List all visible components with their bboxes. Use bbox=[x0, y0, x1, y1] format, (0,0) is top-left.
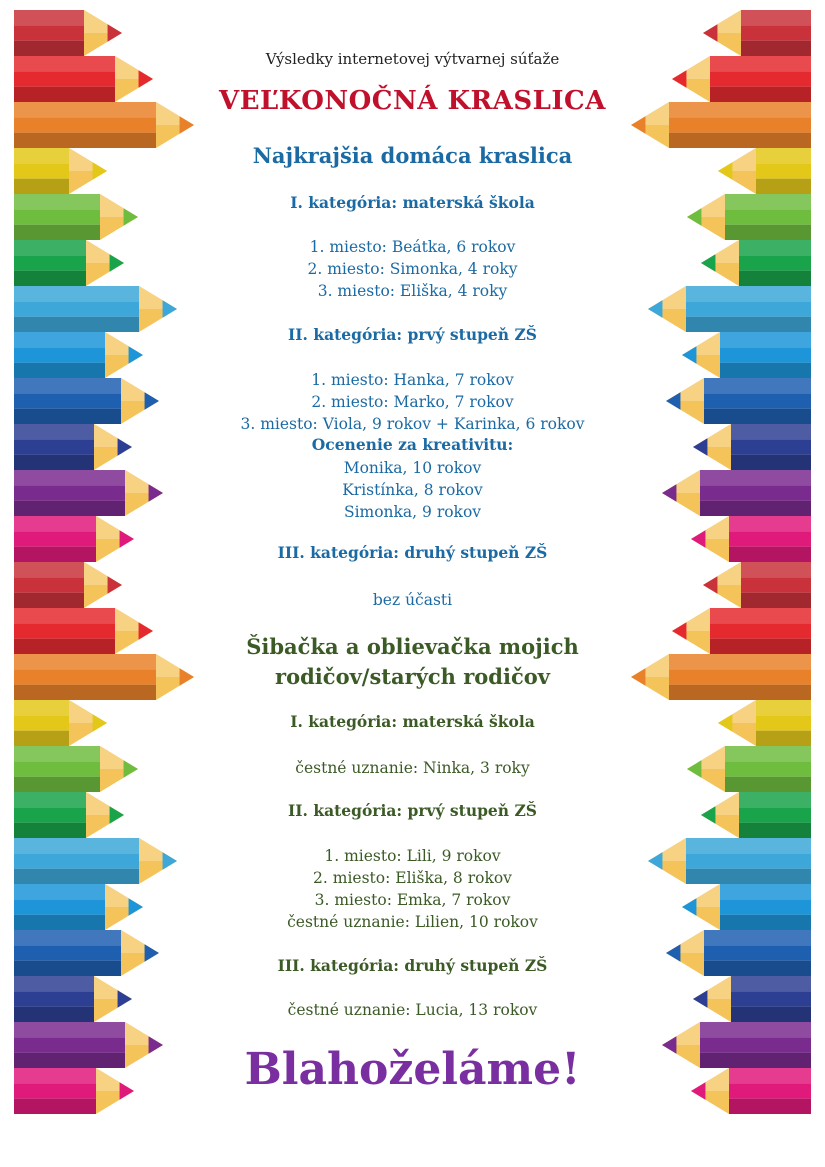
pencil-icon bbox=[648, 286, 811, 332]
pencil-icon bbox=[693, 976, 811, 1022]
category-heading: II. kategória: prvý stupeň ZŠ bbox=[288, 801, 537, 820]
result-entry: 2. miesto: Eliška, 8 rokov bbox=[313, 869, 512, 887]
result-entry: 2. miesto: Marko, 7 rokov bbox=[311, 393, 514, 411]
pencil-icon bbox=[14, 470, 163, 516]
pencil-icon bbox=[14, 884, 143, 930]
section-heading-sibacka: rodičov/starých rodičov bbox=[275, 664, 550, 689]
result-entry: čestné uznanie: Ninka, 3 roky bbox=[295, 759, 530, 777]
pencil-icon bbox=[14, 516, 134, 562]
right-pencil-border bbox=[625, 0, 825, 1167]
pencil-icon bbox=[718, 148, 811, 194]
pencil-icon bbox=[14, 240, 124, 286]
pencil-icon bbox=[14, 608, 153, 654]
poster-title: VEĽKONOČNÁ KRASLICA bbox=[219, 86, 606, 116]
pencil-icon bbox=[14, 562, 122, 608]
result-entry: 3. miesto: Eliška, 4 roky bbox=[317, 282, 508, 300]
pencil-icon bbox=[691, 516, 811, 562]
pencil-icon bbox=[631, 654, 811, 700]
result-entry: 2. miesto: Simonka, 4 roky bbox=[307, 260, 518, 278]
result-entry: čestné uznanie: Lilien, 10 rokov bbox=[287, 913, 538, 931]
section-heading-domestic-egg: Najkrajšia domáca kraslica bbox=[252, 143, 573, 168]
result-entry: čestné uznanie: Lucia, 13 rokov bbox=[287, 1001, 538, 1019]
pencil-icon bbox=[14, 148, 107, 194]
pencil-icon bbox=[14, 654, 194, 700]
category-heading: II. kategória: prvý stupeň ZŠ bbox=[288, 325, 537, 344]
pencil-icon bbox=[687, 746, 811, 792]
colored-pencils-icon bbox=[625, 0, 825, 1167]
poster-supertitle: Výsledky internetovej výtvarnej súťaže bbox=[265, 50, 560, 68]
pencil-icon bbox=[701, 792, 811, 838]
result-entry: 3. miesto: Emka, 7 rokov bbox=[314, 891, 511, 909]
pencil-icon bbox=[691, 1068, 811, 1114]
pencil-icon bbox=[703, 562, 811, 608]
pencil-icon bbox=[666, 378, 811, 424]
result-entry: 3. miesto: Viola, 9 rokov + Karinka, 6 rokov bbox=[240, 415, 585, 433]
pencil-icon bbox=[14, 746, 138, 792]
pencil-icon bbox=[14, 930, 159, 976]
pencil-icon bbox=[14, 1068, 134, 1114]
category-heading: I. kategória: materská škola bbox=[290, 712, 535, 731]
pencil-icon bbox=[666, 930, 811, 976]
result-entry: 1. miesto: Beátka, 6 rokov bbox=[309, 238, 516, 256]
pencil-icon bbox=[718, 700, 811, 746]
pencil-icon bbox=[682, 884, 811, 930]
pencil-icon bbox=[14, 10, 122, 56]
left-pencil-border bbox=[0, 0, 200, 1167]
pencil-icon bbox=[14, 378, 159, 424]
pencil-icon bbox=[662, 1022, 811, 1068]
category-heading: III. kategória: druhý stupeň ZŠ bbox=[277, 956, 548, 975]
result-entry: 1. miesto: Lili, 9 rokov bbox=[324, 847, 501, 865]
congratulations-text: Blahoželáme! bbox=[244, 1044, 581, 1095]
colored-pencils-icon bbox=[0, 0, 200, 1167]
pencil-icon bbox=[693, 424, 811, 470]
pencil-icon bbox=[631, 102, 811, 148]
pencil-icon bbox=[14, 332, 143, 378]
category-heading: I. kategória: materská škola bbox=[290, 193, 535, 212]
pencil-icon bbox=[14, 102, 194, 148]
pencil-icon bbox=[14, 700, 107, 746]
pencil-icon bbox=[672, 608, 811, 654]
pencil-icon bbox=[14, 194, 138, 240]
pencil-icon bbox=[687, 194, 811, 240]
result-entry: Simonka, 9 rokov bbox=[343, 503, 482, 521]
section-heading-sibacka: Šibačka a oblievačka mojich bbox=[246, 634, 579, 659]
award-heading: Ocenenie za kreativitu: bbox=[311, 435, 514, 454]
result-entry: 1. miesto: Hanka, 7 rokov bbox=[311, 371, 514, 389]
pencil-icon bbox=[662, 470, 811, 516]
result-entry: Monika, 10 rokov bbox=[343, 459, 482, 477]
pencil-icon bbox=[14, 976, 132, 1022]
pencil-icon bbox=[14, 424, 132, 470]
pencil-icon bbox=[14, 838, 177, 884]
pencil-icon bbox=[672, 56, 811, 102]
pencil-icon bbox=[703, 10, 811, 56]
category-heading: III. kategória: druhý stupeň ZŠ bbox=[277, 543, 548, 562]
pencil-icon bbox=[701, 240, 811, 286]
pencil-icon bbox=[648, 838, 811, 884]
pencil-icon bbox=[682, 332, 811, 378]
result-entry: bez účasti bbox=[372, 591, 453, 609]
pencil-icon bbox=[14, 56, 153, 102]
pencil-icon bbox=[14, 792, 124, 838]
result-entry: Kristínka, 8 rokov bbox=[342, 481, 483, 499]
pencil-icon bbox=[14, 286, 177, 332]
pencil-icon bbox=[14, 1022, 163, 1068]
